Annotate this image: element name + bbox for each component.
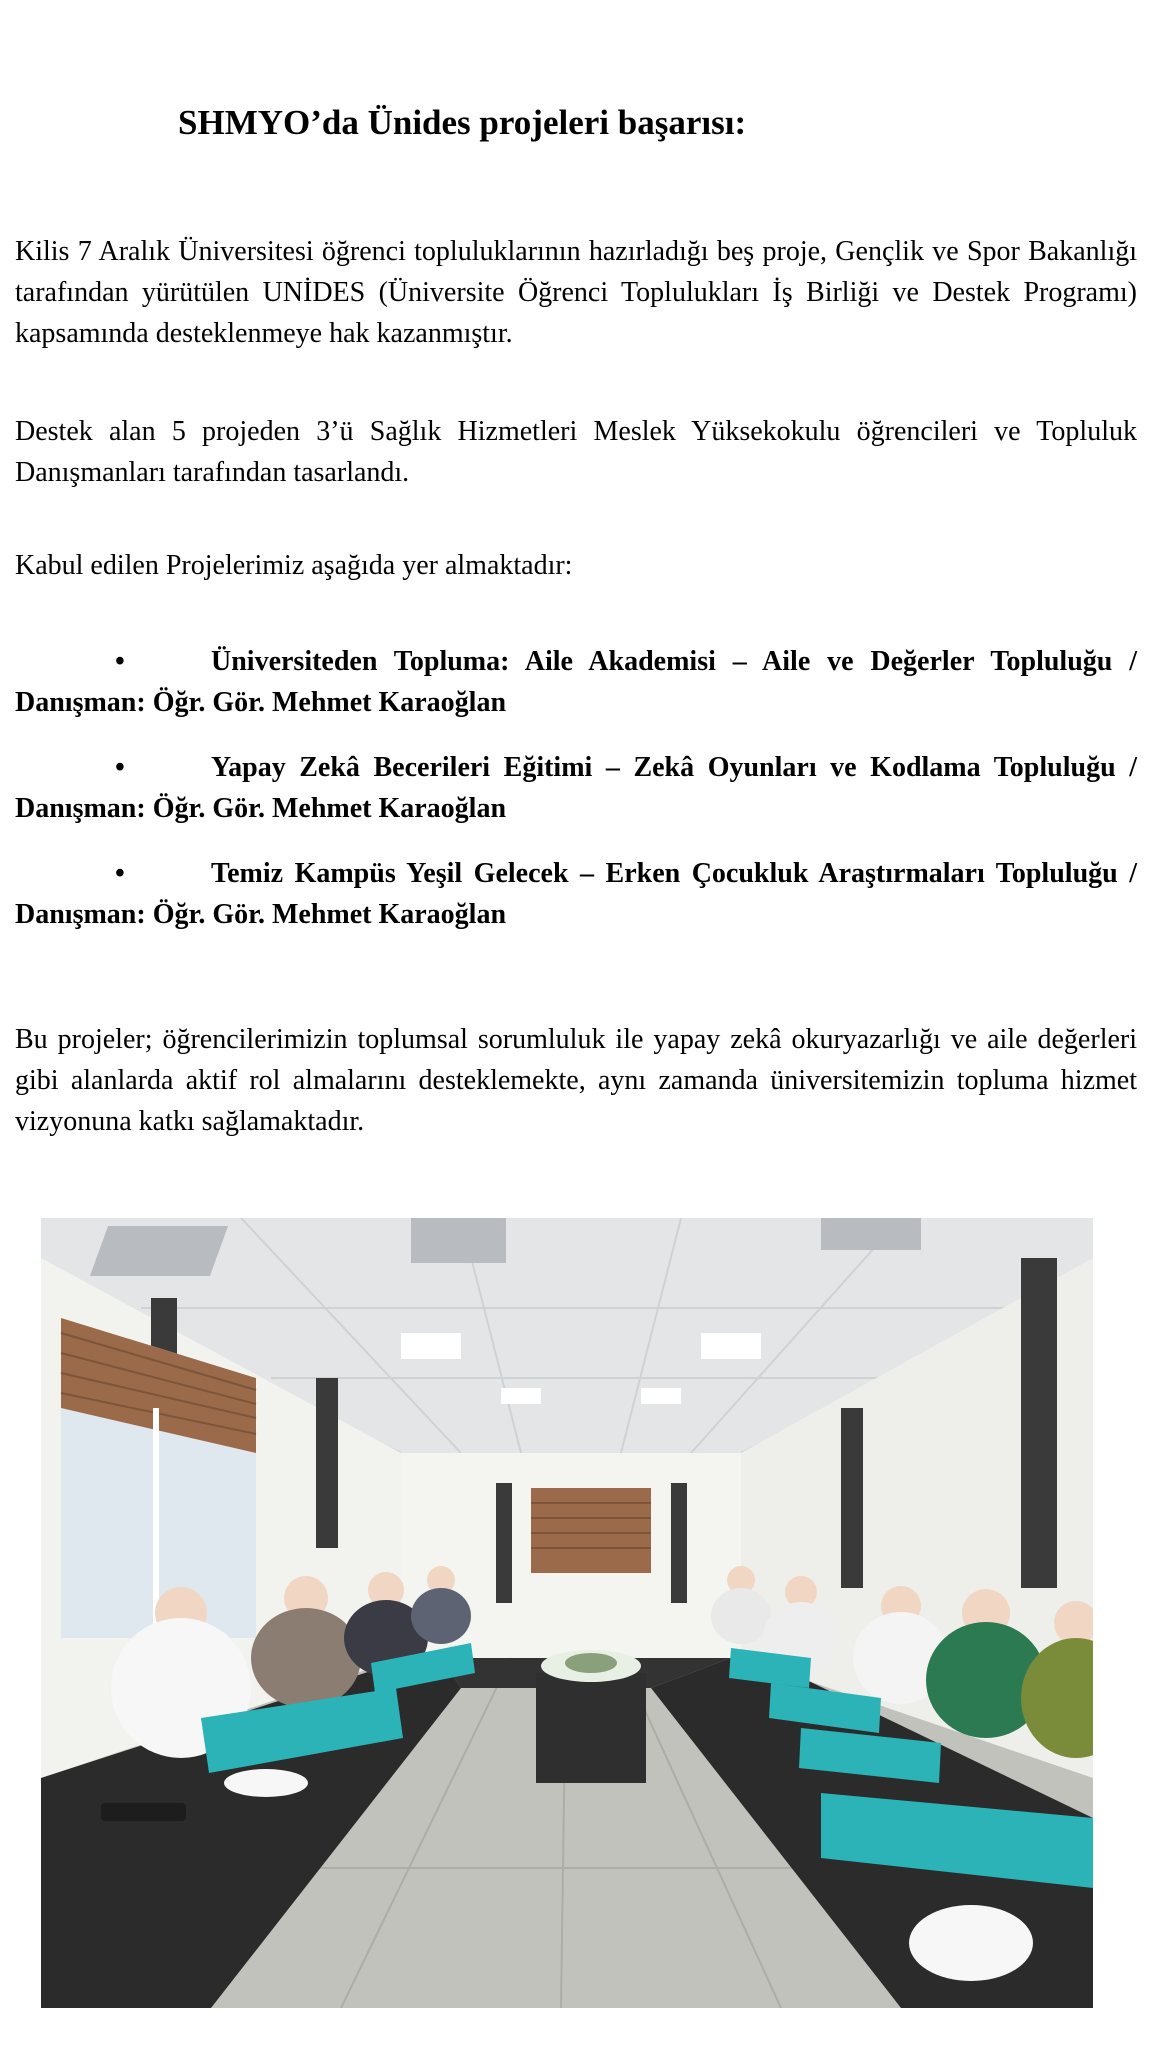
- projects-intro: Kabul edilen Projelerimiz aşağıda yer almaktadır:: [15, 550, 573, 581]
- support-paragraph: Destek alan 5 projeden 3’ü Sağlık Hizmetleri Meslek Yüksekokulu öğrencileri ve Topluluk Danışmanları tarafından tasarlandı.: [15, 416, 1137, 488]
- closing-paragraph: Bu projeler; öğrencilerimizin toplumsal sorumluluk ile yapay zekâ okuryazarlığı ve aile değerleri gibi alanlarda aktif rol almalarını desteklemekte, aynı zamanda üniversitemizin topluma hizmet vizyonuna katkı sağlamaktadır.: [15, 1024, 1137, 1137]
- bullet-icon: •: [115, 752, 125, 783]
- bullet-icon: •: [115, 858, 125, 889]
- bullet-icon: •: [115, 646, 125, 677]
- project-text: Yapay Zekâ Becerileri Eğitimi – Zekâ Oyunları ve Kodlama Topluluğu / Danışman: Öğr. Gör. Mehmet Karaoğlan: [15, 752, 1137, 824]
- project-text: Temiz Kampüs Yeşil Gelecek – Erken Çocukluk Araştırmaları Topluluğu / Danışman: Öğr. Gör. Mehmet Karaoğlan: [15, 858, 1137, 930]
- document-title: SHMYO’da Ünides projeleri başarısı:: [178, 103, 747, 142]
- meeting-room-photo: [41, 1218, 1093, 2008]
- project-item: [15, 641, 1137, 723]
- project-item: [15, 747, 1137, 829]
- intro-paragraph: Kilis 7 Aralık Üniversitesi öğrenci topluluklarının hazırladığı beş proje, Gençlik ve Spor Bakanlığı tarafından yürütülen UNİDES (Üniversite Öğrenci Toplulukları İş Birliği ve Destek Programı) kapsamında desteklenmeye hak kazanmıştır.: [15, 236, 1137, 349]
- project-item: [15, 853, 1137, 935]
- project-text: Üniversiteden Topluma: Aile Akademisi – Aile ve Değerler Topluluğu / Danışman: Öğr. Gör. Mehmet Karaoğlan: [15, 646, 1137, 718]
